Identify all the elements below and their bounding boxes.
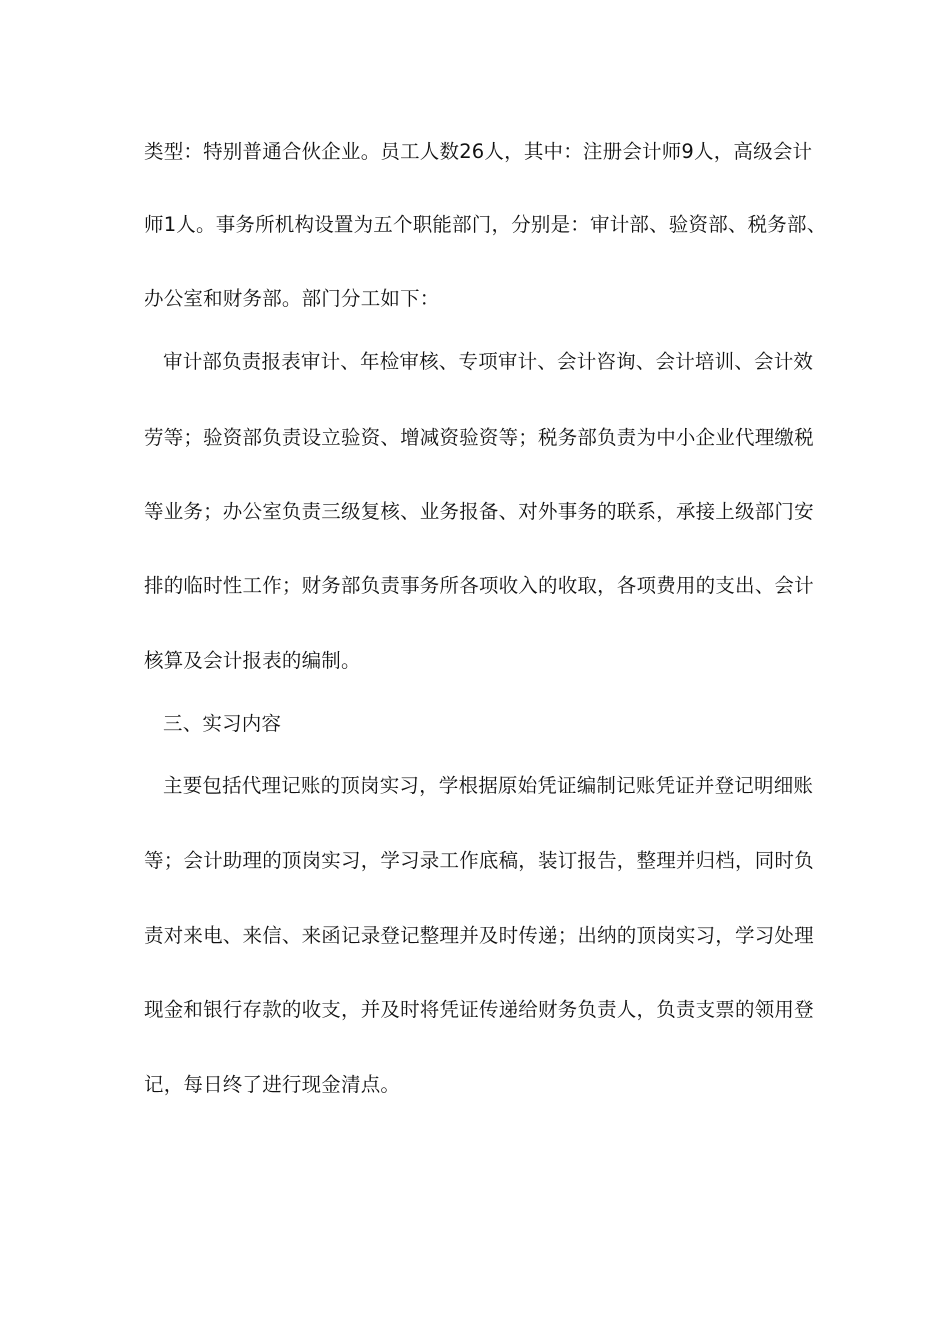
section-heading: 三、实习内容: [163, 712, 282, 735]
paragraph-line: 办公室和财务部。部门分工如下：: [144, 287, 440, 310]
paragraph-line: 现金和银行存款的收支，并及时将凭证传递给财务负责人，负责支票的领用登: [144, 998, 814, 1021]
paragraph-line: 等业务；办公室负责三级复核、业务报备、对外事务的联系，承接上级部门安: [144, 500, 814, 523]
paragraph-line: 劳等；验资部负责设立验资、增减资验资等；税务部负责为中小企业代理缴税: [144, 426, 814, 449]
paragraph-line: 等；会计助理的顶岗实习，学习录工作底稿，装订报告，整理并归档，同时负: [144, 849, 814, 872]
paragraph-line: 主要包括代理记账的顶岗实习，学根据原始凭证编制记账凭证并登记明细账: [163, 774, 814, 797]
paragraph-line: 记，每日终了进行现金清点。: [144, 1073, 401, 1096]
paragraph-line: 师1人。事务所机构设置为五个职能部门，分别是：审计部、验资部、税务部、: [144, 213, 827, 236]
paragraph-line: 审计部负责报表审计、年检审核、专项审计、会计咨询、会计培训、会计效: [163, 350, 814, 373]
paragraph-line: 核算及会计报表的编制。: [144, 649, 361, 672]
paragraph-line: 责对来电、来信、来函记录登记整理并及时传递；出纳的顶岗实习，学习处理: [144, 924, 814, 947]
paragraph-line: 类型：特别普通合伙企业。员工人数26人，其中：注册会计师9人，高级会计: [144, 140, 813, 163]
paragraph-line: 排的临时性工作；财务部负责事务所各项收入的收取，各项费用的支出、会计: [144, 574, 814, 597]
